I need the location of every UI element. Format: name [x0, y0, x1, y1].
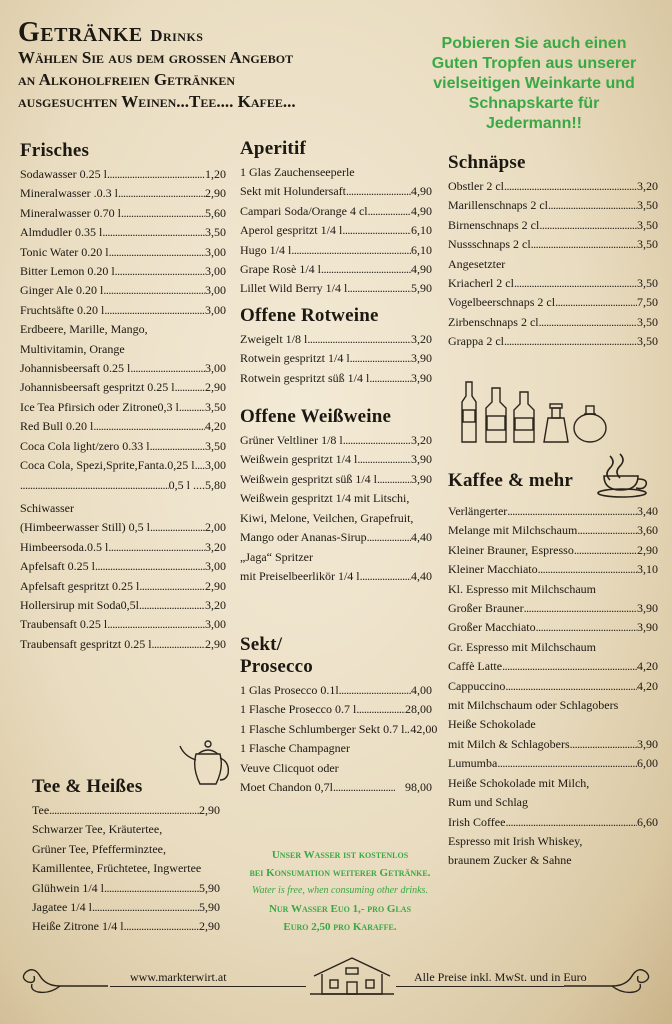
leader-dots: [368, 202, 411, 221]
menu-item: [32, 917, 220, 936]
item-price: 6,00: [637, 756, 658, 771]
item-name: Mineralwasser .0.3 l: [20, 186, 118, 201]
leader-dots: [291, 241, 411, 260]
item-name: Zweigelt 1/8 l: [240, 331, 308, 346]
menu-item: [448, 177, 658, 196]
menu-text: Kamillentee, Früchtetee, Ingwertee: [32, 861, 202, 876]
leader-dots: [107, 165, 205, 184]
section-kaffee: [448, 470, 658, 871]
leader-dots: [121, 204, 205, 223]
leader-dots: [139, 577, 205, 596]
menu-item: [20, 596, 226, 615]
leader-dots: [350, 349, 411, 368]
section-sekt: [240, 634, 438, 797]
item-price: 3,00: [205, 302, 226, 317]
menu-item: [240, 279, 432, 298]
menu-text: Weißwein gespritzt 1/4 mit Litschi,: [240, 491, 410, 506]
item-name: Grape Rosè 1/4 l: [240, 262, 321, 277]
item-price: 4,20: [205, 419, 226, 434]
section-title: Aperitif: [240, 138, 306, 159]
leader-dots: [531, 235, 637, 254]
section-title: Kaffee & mehr: [448, 470, 573, 491]
leader-dots: [507, 502, 637, 521]
item-price: 3,90: [411, 370, 432, 385]
leader-dots: [102, 223, 205, 242]
item-name: Obstler 2 cl: [448, 179, 504, 193]
item-name: Melange mit Milchschaum: [448, 523, 578, 538]
leader-dots: [92, 898, 199, 917]
item-price: 3,90: [411, 471, 432, 486]
item-price: 2,90: [205, 186, 226, 201]
menu-text: 1 Glas Zauchenseeperle: [240, 165, 355, 179]
leader-dots: [555, 293, 637, 312]
leader-dots: [539, 313, 637, 332]
item-name: Vogelbeerschnaps 2 cl: [448, 295, 556, 310]
section-frisches: [20, 140, 226, 654]
menu-item: [20, 538, 226, 557]
item-price: 3,10: [637, 562, 658, 577]
menu-text: Gr. Espresso mit Milchschaum: [448, 639, 596, 654]
water-notice: Unser Wasser ist kostenlos bei Konsumation weiterer Getränke. Water is free, when consuming other drinks. Nur Wasser Euo 1,- pro Glas Euro 2,50 pro Karaffe.: [249, 849, 431, 933]
menu-item: [20, 243, 226, 262]
item-price: 2,90: [199, 919, 220, 934]
menu-text: Erdbeere, Marille, Mango,: [20, 322, 148, 337]
menu-item: [448, 235, 658, 254]
item-name: Traubensaft 0.25 l: [20, 617, 108, 632]
item-name: Ice Tea Pfirsich oder Zitrone0,3 l: [20, 399, 179, 414]
menu-item: [20, 635, 226, 654]
section-title: Sekt/: [240, 634, 283, 655]
item-name: Apfelsaft 0.25 l: [20, 559, 95, 574]
teapot-icon: [178, 734, 232, 792]
item-name: 1 Flasche Schlumberger Sekt 0.7 l: [240, 721, 405, 736]
leader-dots: [356, 700, 405, 719]
item-price: 2,90: [637, 542, 658, 557]
leader-dots: [514, 274, 637, 293]
menu-text: Espresso mit Irish Whiskey,: [448, 833, 583, 848]
leader-dots: [95, 557, 205, 576]
leader-dots: [497, 754, 637, 773]
menu-item: [448, 735, 658, 754]
item-price: 2,00: [205, 520, 226, 535]
page-subtitle: Drinks: [150, 26, 204, 45]
menu-item: [20, 417, 226, 436]
item-name: Verlängerter: [448, 504, 508, 518]
item-name: Grappa 2 cl: [448, 334, 504, 349]
leader-dots: [536, 618, 637, 637]
item-name: Sodawasser 0.25 l: [20, 167, 107, 181]
item-price: 3,20: [205, 539, 226, 554]
item-name: Ginger Ale 0.20 l: [20, 283, 104, 298]
menu-text: Heiße Schokolade: [448, 717, 536, 732]
menu-item: [20, 359, 226, 378]
leader-dots: [570, 735, 637, 754]
menu-item: [448, 618, 658, 637]
item-price: 5,90: [199, 880, 220, 895]
item-name: Apfelsaft gespritzt 0.25 l: [20, 578, 140, 593]
section-aperitif: [240, 138, 432, 586]
item-price: 3,50: [637, 217, 658, 232]
header-line-3: ausgesuchten Weinen...Tee.... Kafee...: [18, 92, 296, 111]
leader-dots: [152, 635, 205, 654]
item-name: Jagatee 1/4 l: [32, 900, 92, 915]
section-title: Offene Rotweine: [240, 304, 379, 326]
item-name: Aperol gespritzt 1/4 l: [240, 223, 343, 238]
leader-dots: [377, 470, 411, 489]
item-name: Bitter Lemon 0.20 l: [20, 264, 115, 279]
item-name: mit Milch & Schlagobers: [448, 736, 570, 751]
promo-text: Pobieren Sie auch einen Guten Tropfen aus unserer vielseitigen Weinkarte und Schnapskarte für Jedermann!!: [431, 35, 637, 132]
menu-item: [448, 332, 658, 351]
leader-dots: [504, 177, 637, 196]
menu-item: [240, 202, 432, 221]
menu-item: [240, 431, 432, 450]
item-price: 2,90: [205, 636, 226, 651]
menu-text: braunem Zucker & Sahne: [448, 853, 572, 868]
item-name: Birnenschnaps 2 cl: [448, 217, 540, 232]
item-price: 3,50: [637, 334, 658, 349]
item-name: 1 Flasche Prosecco 0.7 l: [240, 702, 357, 717]
item-name: Lillet Wild Berry 1/4 l: [240, 281, 348, 296]
item-price: 3,90: [411, 351, 432, 366]
item-name: (Himbeerwasser Still) 0,5 l: [20, 520, 150, 535]
menu-item: [20, 398, 226, 417]
menu-item: [20, 577, 226, 596]
item-price: 3,90: [637, 736, 658, 751]
item-name: Mineralwasser 0.70 l: [20, 205, 121, 220]
item-price: 3,50: [637, 276, 658, 291]
menu-text: Multivitamin, Orange: [20, 341, 125, 356]
item-price: 3,00: [205, 361, 226, 376]
item-name: Lumumba: [448, 756, 498, 771]
menu-item: [448, 677, 658, 696]
item-price: 2,90: [205, 578, 226, 593]
menu-item: [240, 470, 432, 489]
leader-dots: [339, 681, 411, 700]
item-price: 3,50: [205, 399, 226, 414]
item-price: 4,00: [411, 683, 432, 697]
leader-dots: [150, 437, 205, 456]
item-price: 3,40: [637, 504, 658, 518]
item-name: Grüner Veltliner 1/8 l: [240, 433, 343, 448]
item-price: 3,20: [411, 331, 432, 346]
item-price: 3,00: [205, 283, 226, 298]
section-tee: [32, 776, 220, 937]
item-price: 3,90: [637, 620, 658, 635]
leader-dots: [139, 596, 205, 615]
item-price: 3,20: [637, 179, 658, 193]
menu-item: [20, 557, 226, 576]
leader-dots: [524, 599, 637, 618]
item-name: Kriacherl 2 cl: [448, 276, 514, 291]
item-price: 1,20: [205, 167, 226, 181]
item-price: 3,90: [411, 452, 432, 467]
menu-item: [448, 560, 658, 579]
menu-item: [20, 262, 226, 281]
item-name: Zirbenschnaps 2 cl: [448, 314, 539, 329]
item-price: 4,90: [411, 203, 432, 218]
leader-dots: [342, 221, 411, 240]
menu-item: [20, 476, 226, 495]
leader-dots: [104, 879, 199, 898]
menu-text: mit Milchschaum oder Schlagobers: [448, 698, 619, 713]
item-price: 3,00: [205, 617, 226, 632]
bottles-icon: [456, 380, 608, 444]
item-name: Großer Brauner: [448, 601, 524, 616]
item-name: Hugo 1/4 l: [240, 242, 292, 257]
menu-item: [240, 369, 432, 388]
leader-dots: [504, 332, 637, 351]
section-title: Frisches: [20, 140, 90, 161]
leader-dots: [115, 262, 205, 281]
leader-dots: [502, 657, 637, 676]
website-link[interactable]: www.markterwirt.at: [130, 970, 227, 984]
menu-text: Heiße Schokolade mit Milch,: [448, 775, 590, 790]
menu-item: [20, 165, 226, 184]
menu-item: [20, 456, 226, 475]
menu-item: Tee ..... 2,90: [32, 801, 220, 820]
leader-dots: [577, 521, 637, 540]
item-name: Nussschnaps 2 cl: [448, 237, 531, 252]
menu-item: [20, 518, 226, 537]
menu-item: [240, 720, 438, 739]
item-price: 3,00: [205, 244, 226, 259]
item-name: Johannisbeersaft gespritzt 0.25 l: [20, 380, 175, 395]
item-name: Weißwein gespritzt süß 1/4 l: [240, 471, 378, 486]
item-name: Tonic Water 0.20 l: [20, 244, 109, 259]
item-name: Marillenschnaps 2 cl: [448, 198, 548, 213]
menu-item: [20, 301, 226, 320]
leader-dots: [343, 431, 411, 450]
item-name: Himbeersoda.0.5 l: [20, 539, 109, 554]
menu-item: [448, 754, 658, 773]
menu-item: [448, 502, 658, 521]
item-name: Großer Macchiato: [448, 620, 536, 635]
menu-item: [240, 700, 432, 719]
item-price: 3,60: [637, 523, 658, 538]
menu-item: [448, 541, 658, 560]
footer-rule-left: [110, 986, 306, 987]
leader-dots: [179, 398, 205, 417]
item-price: 3,00: [205, 458, 226, 473]
menu-item: [32, 898, 220, 917]
leader-dots: [109, 243, 205, 262]
leader-dots: [104, 301, 205, 320]
leader-dots: [505, 677, 637, 696]
leader-dots: [93, 417, 205, 436]
item-price: 3,50: [205, 225, 226, 240]
menu-item: [240, 241, 432, 260]
menu-text: Angesetzter: [448, 256, 506, 271]
item-price: 0,5 l ....5,80: [168, 477, 226, 492]
menu-text: Kl. Espresso mit Milchschaum: [448, 581, 596, 596]
item-price: 5,60: [205, 205, 226, 220]
leader-dots: [346, 182, 411, 201]
left-ornament-icon: [20, 962, 110, 996]
header-line-2: an Alkoholfreien Getränken: [18, 70, 236, 89]
item-name: Rotwein gespritzt 1/4 l: [240, 351, 350, 366]
leader-dots: [108, 538, 205, 557]
inn-building-icon: [310, 956, 394, 996]
section-title: Schnäpse: [448, 152, 526, 173]
item-name: Almdudler 0.35 l: [20, 225, 103, 240]
menu-text: Rum und Schlag: [448, 795, 528, 810]
section-title: Offene Weißweine: [240, 406, 392, 428]
item-price: 3,50: [637, 237, 658, 252]
item-price: 3,90: [637, 601, 658, 616]
menu-item: [240, 349, 432, 368]
menu-item: [20, 437, 226, 456]
leader-dots: [357, 450, 411, 469]
item-price: 2,90: [205, 380, 226, 395]
item-name: Rotwein gespritzt süß 1/4 l: [240, 370, 370, 385]
menu-item: [448, 196, 658, 215]
item-price: 6,10: [411, 242, 432, 257]
item-price: 3,50: [205, 438, 226, 453]
section-schnaepse: [448, 152, 658, 352]
item-price: 4,20: [637, 678, 658, 693]
menu-item: [448, 293, 658, 312]
item-price: 5,90: [199, 900, 220, 915]
menu-item: [20, 281, 226, 300]
menu-item: [448, 521, 658, 540]
menu-item: [448, 216, 658, 235]
item-name: Campari Soda/Orange 4 cl: [240, 203, 368, 218]
page-title: Getränke: [18, 17, 143, 48]
leader-dots: [369, 369, 411, 388]
item-name: Cappuccino: [448, 678, 506, 693]
item-price: 4,20: [637, 659, 658, 674]
item-price: 42,00: [410, 721, 438, 736]
menu-item: [20, 204, 226, 223]
leader-dots: [118, 184, 205, 203]
leader-dots: [574, 541, 637, 560]
item-name: Caffè Latte: [448, 659, 503, 674]
item-price: 3,20: [411, 433, 432, 448]
menu-item: [32, 879, 220, 898]
menu-item: [20, 223, 226, 242]
menu-text: „Jaga“ Spritzer: [240, 549, 313, 564]
item-price: 28,00: [405, 702, 432, 717]
menu-text: 1 Flasche Champagner: [240, 741, 350, 756]
menu-text: Schiwasser: [20, 500, 74, 515]
menu-item: [240, 330, 432, 349]
menu-text: Schwarzer Tee, Kräutertee,: [32, 822, 163, 837]
item-name: Hollersirup mit Soda0,5l: [20, 597, 139, 612]
item-price: 3,20: [205, 597, 226, 612]
item-name: Red Bull 0.20 l: [20, 419, 94, 434]
item-price: 3,00: [205, 559, 226, 574]
item-name: Weißwein gespritzt 1/4 l: [240, 452, 358, 467]
menu-item: Irish Coffee ..... 6,60: [448, 813, 658, 832]
menu-item: [448, 274, 658, 293]
menu-text: Veuve Clicquot oder: [240, 760, 339, 775]
menu-header: [18, 17, 338, 113]
tax-note: Alle Preise inkl. MwSt. und in Euro: [414, 970, 587, 984]
header-line-1: Wählen Sie aus dem grossen Angebot: [18, 48, 294, 67]
item-price: 3,50: [637, 314, 658, 329]
menu-item: Moet Chandon 0,7l ..... 98,00: [240, 778, 432, 797]
menu-item: [240, 260, 432, 279]
right-ornament-icon: [562, 962, 652, 996]
leader-dots: [175, 378, 205, 397]
leader-dots: [307, 330, 411, 349]
section-title-line-2: Prosecco: [240, 656, 313, 677]
item-price: 3,00: [205, 264, 226, 279]
menu-item: [448, 313, 658, 332]
leader-dots: [130, 359, 205, 378]
item-price: 4,90: [411, 184, 432, 199]
menu-text: Kiwi, Melone, Veilchen, Grapefruit,: [240, 510, 414, 525]
item-price: 3,50: [637, 198, 658, 213]
item-name: Coca Cola light/zero 0.33 l: [20, 438, 150, 453]
leader-dots: [195, 456, 205, 475]
leader-dots: [20, 476, 169, 495]
item-name: Johannisbeersaft 0.25 l: [20, 361, 131, 376]
item-name: Traubensaft gespritzt 0.25 l: [20, 636, 152, 651]
menu-item: [240, 182, 432, 201]
menu-item: [448, 599, 658, 618]
leader-dots: [548, 196, 637, 215]
leader-dots: [107, 615, 205, 634]
item-name: Fruchtsäfte 0.20 l: [20, 302, 105, 317]
menu-item: [240, 221, 432, 240]
menu-text: Grüner Tee, Pfefferminztee,: [32, 841, 166, 856]
menu-item: [20, 184, 226, 203]
item-name: Glühwein 1/4 l: [32, 880, 104, 895]
footer-rule-right: [396, 986, 564, 987]
item-name: Heiße Zitrone 1/4 l: [32, 919, 124, 934]
menu-item: Mango oder Ananas-Sirup ..... 4,40: [240, 528, 432, 547]
leader-dots: [103, 281, 205, 300]
menu-item: [20, 378, 226, 397]
leader-dots: [150, 518, 205, 537]
item-name: Coca Cola, Spezi,Sprite,Fanta.0,25 l: [20, 458, 195, 473]
item-name: Sekt mit Holundersaft: [240, 184, 346, 199]
item-name: 1 Glas Prosecco 0.1l: [240, 683, 339, 697]
menu-item: [240, 450, 432, 469]
item-price: 6,10: [411, 223, 432, 238]
item-name: Kleiner Brauner, Espresso: [448, 542, 574, 557]
coffee-cup-icon: [596, 452, 652, 498]
menu-item: [20, 615, 226, 634]
leader-dots: [539, 216, 637, 235]
leader-dots: [124, 917, 199, 936]
menu-item: [240, 681, 432, 700]
menu-item: [448, 657, 658, 676]
item-price: 7,50: [637, 295, 658, 310]
footer: [20, 956, 652, 1004]
leader-dots: [347, 279, 411, 298]
leader-dots: [321, 260, 411, 279]
item-price: 5,90: [411, 281, 432, 296]
menu-item: mit Preiselbeerlikör 1/4 l ..... 4,40: [240, 567, 432, 586]
leader-dots: [538, 560, 637, 579]
item-name: Kleiner Macchiato: [448, 562, 538, 577]
item-price: 4,90: [411, 262, 432, 277]
section-title: Tee & Heißes: [32, 776, 143, 797]
